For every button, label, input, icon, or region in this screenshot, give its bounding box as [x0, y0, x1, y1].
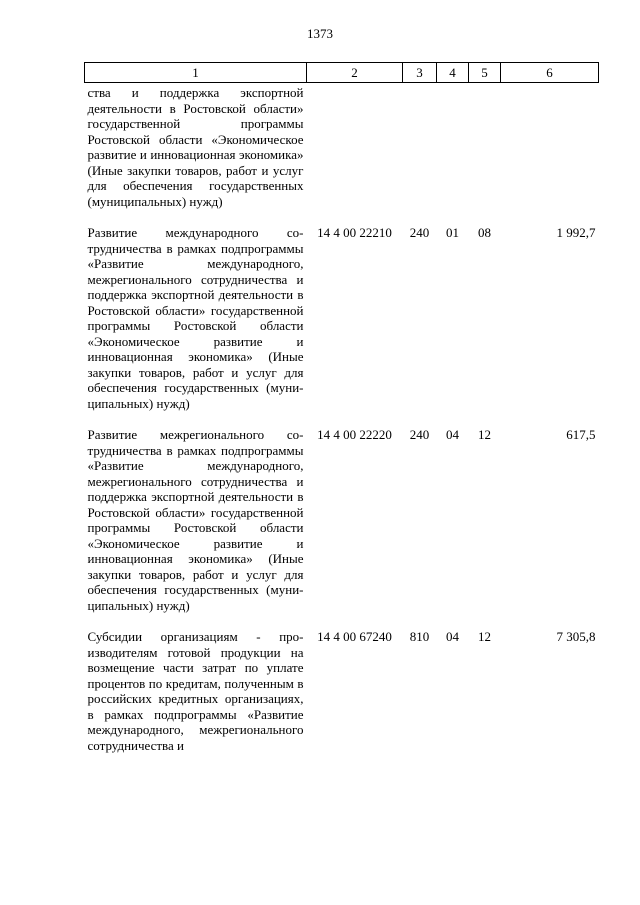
page-number: 1373 — [307, 26, 333, 41]
row-description: Развитие межрегионального сотрудничества в рамках подпрограммы «Развитие международного, межрегионального сотрудничества и поддержка экспортной деятельности в Ростовской области» государственной программы Ростовской области «Экономическое развитие и инновационная экономика» (Иные закупки товаров, работ и услуг для обеспечения государственных (муниципальных) нужд) — [87, 427, 304, 613]
row-amount: 1 992,7 — [556, 225, 596, 240]
row-target-code — [307, 83, 403, 220]
row-target-code: 14 4 00 22220 — [317, 427, 392, 442]
row-expense-type: 240 — [409, 225, 430, 240]
row-section: 01 — [446, 225, 459, 240]
row-section — [437, 83, 469, 220]
table-row — [85, 219, 599, 421]
column-header-5: 5 — [469, 63, 501, 83]
column-header-3: 3 — [403, 63, 437, 83]
header-row — [85, 63, 599, 83]
table-row — [85, 83, 599, 220]
row-section: 04 — [446, 629, 459, 644]
row-subsection: 08 — [478, 225, 491, 240]
column-header-4: 4 — [437, 63, 469, 83]
column-header-2: 2 — [307, 63, 403, 83]
row-description: Развитие международного сотрудничества в рамках подпрограммы «Развитие международного, межрегионального сотрудничества и поддержка экспортной деятельности в Ростовской области» государственной программы Ростовской области «Экономическое развитие и инновационная экономика» (Иные закупки товаров, работ и услуг для обеспечения государственных (муниципальных) нужд) — [87, 225, 304, 411]
row-amount: 7 305,8 — [556, 629, 596, 644]
row-description: ства и поддержка экспортной деятельности в Ростовской области» государственной программы Ростовской области «Экономическое развитие и инновационная экономика» (Иные закупки товаров, работ и услуг для обеспечения государственных (муниципальных) нужд) — [87, 85, 304, 209]
row-expense-type: 240 — [409, 427, 430, 442]
table-row — [85, 623, 599, 753]
row-section: 04 — [446, 427, 459, 442]
budget-table — [84, 62, 599, 753]
row-amount — [501, 83, 599, 220]
row-subsection — [469, 83, 501, 220]
row-target-code: 14 4 00 22210 — [317, 225, 392, 240]
row-subsection: 12 — [478, 629, 491, 644]
table-row — [85, 421, 599, 623]
column-header-6: 6 — [501, 63, 599, 83]
table-header — [85, 63, 599, 83]
column-header-1: 1 — [85, 63, 307, 83]
row-description: Субсидии организациям - производителям готовой продукции на возмещение части затрат по уплате процентов по кредитам, полученным в российских кредитных организациях, в рамках подпрограммы «Развитие международного, межрегионального сотрудничества и — [87, 629, 304, 753]
row-target-code: 14 4 00 67240 — [317, 629, 392, 644]
table-body — [85, 83, 599, 754]
row-subsection: 12 — [478, 427, 491, 442]
row-amount: 617,5 — [566, 427, 596, 442]
row-expense-type: 810 — [409, 629, 430, 644]
row-expense-type — [403, 83, 437, 220]
